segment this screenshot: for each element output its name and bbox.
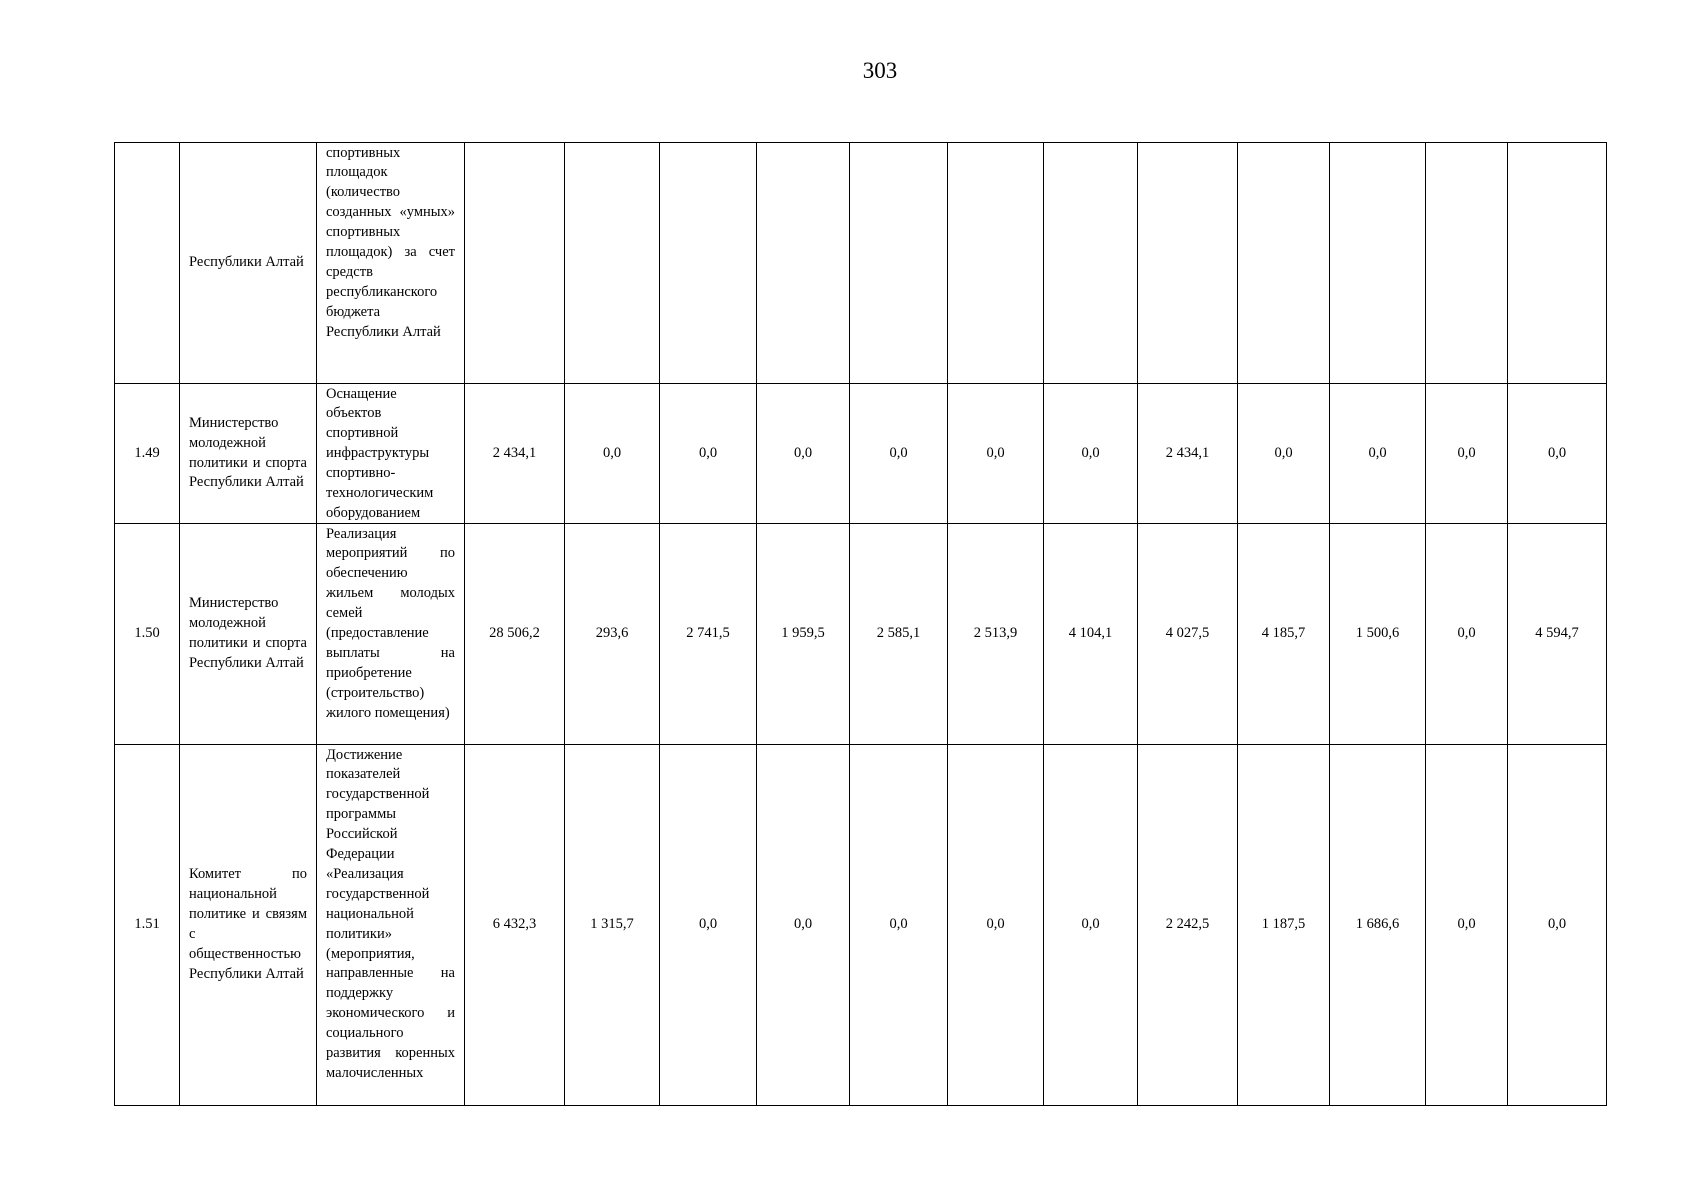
value-cell: 4 185,7 xyxy=(1238,524,1330,745)
value-cell: 0,0 xyxy=(1426,384,1508,524)
row-number xyxy=(115,143,180,384)
value-cell xyxy=(1508,143,1607,384)
executor-cell: Комитет по национальной политике и связям с общественностью Республики Алтай xyxy=(180,745,317,1106)
measure-cell xyxy=(317,384,465,524)
measure-text: Достижение показателей государственной программы Российской Федерации «Реализация государственной национальной политики» (мероприятия, направленные на поддержку экономического и социального развития коренных малочисленных xyxy=(326,746,455,1081)
executor-cell: Министерство молодежной политики и спорта Республики Алтай xyxy=(180,384,317,524)
value-cell xyxy=(850,143,948,384)
table-row xyxy=(115,143,1607,384)
value-cell: 0,0 xyxy=(1508,745,1607,1106)
value-cell: 4 104,1 xyxy=(1044,524,1138,745)
value-cell: 0,0 xyxy=(1044,384,1138,524)
value-cell: 0,0 xyxy=(1508,384,1607,524)
value-cell: 1 187,5 xyxy=(1238,745,1330,1106)
measure-text: Оснащение объектов спортивной инфраструктуры спортивно-технологическим оборудованием xyxy=(326,385,434,521)
value-cell: 1 959,5 xyxy=(757,524,850,745)
value-cell: 0,0 xyxy=(757,745,850,1106)
value-cell: 1 686,6 xyxy=(1330,745,1426,1106)
value-cell: 0,0 xyxy=(850,384,948,524)
measure-cell xyxy=(317,745,465,1106)
value-cell: 1 500,6 xyxy=(1330,524,1426,745)
value-cell: 4 594,7 xyxy=(1508,524,1607,745)
value-cell: 0,0 xyxy=(850,745,948,1106)
value-cell: 0,0 xyxy=(948,745,1044,1106)
value-cell: 2 434,1 xyxy=(465,384,565,524)
value-cell xyxy=(1330,143,1426,384)
value-cell: 0,0 xyxy=(948,384,1044,524)
table-row xyxy=(115,384,1607,524)
value-cell xyxy=(1426,143,1508,384)
value-cell: 0,0 xyxy=(757,384,850,524)
row-number: 1.51 xyxy=(115,745,180,1106)
value-cell: 0,0 xyxy=(1330,384,1426,524)
value-cell: 2 434,1 xyxy=(1138,384,1238,524)
value-cell: 2 741,5 xyxy=(660,524,757,745)
value-cell xyxy=(465,143,565,384)
value-cell: 0,0 xyxy=(1044,745,1138,1106)
page-number: 303 xyxy=(862,58,898,83)
value-cell: 0,0 xyxy=(660,745,757,1106)
value-cell: 0,0 xyxy=(660,384,757,524)
value-cell xyxy=(948,143,1044,384)
value-cell xyxy=(1238,143,1330,384)
value-cell: 6 432,3 xyxy=(465,745,565,1106)
value-cell: 2 513,9 xyxy=(948,524,1044,745)
table-row xyxy=(115,745,1607,1106)
executor-cell: Министерство молодежной политики и спорта Республики Алтай xyxy=(180,524,317,745)
value-cell: 28 506,2 xyxy=(465,524,565,745)
value-cell xyxy=(660,143,757,384)
value-cell xyxy=(1138,143,1238,384)
value-cell: 2 242,5 xyxy=(1138,745,1238,1106)
value-cell xyxy=(757,143,850,384)
executor-cell: Республики Алтай xyxy=(180,143,317,384)
value-cell: 1 315,7 xyxy=(565,745,660,1106)
value-cell xyxy=(565,143,660,384)
measure-text: Реализация мероприятий по обеспечению жильем молодых семей (предоставление выплаты на приобретение (строительство) жилого помещения) xyxy=(326,525,455,721)
value-cell: 293,6 xyxy=(565,524,660,745)
value-cell: 0,0 xyxy=(1426,745,1508,1106)
measure-text: спортивных площадок (количество созданных «умных» спортивных площадок) за счет средств республиканского бюджета Республики Алтай xyxy=(326,144,455,340)
table-row xyxy=(115,524,1607,745)
measure-cell xyxy=(317,143,465,384)
row-number: 1.50 xyxy=(115,524,180,745)
budget-table xyxy=(114,142,1607,1106)
value-cell: 0,0 xyxy=(565,384,660,524)
measure-cell xyxy=(317,524,465,745)
value-cell: 4 027,5 xyxy=(1138,524,1238,745)
value-cell xyxy=(1044,143,1138,384)
value-cell: 0,0 xyxy=(1238,384,1330,524)
value-cell: 2 585,1 xyxy=(850,524,948,745)
row-number: 1.49 xyxy=(115,384,180,524)
value-cell: 0,0 xyxy=(1426,524,1508,745)
